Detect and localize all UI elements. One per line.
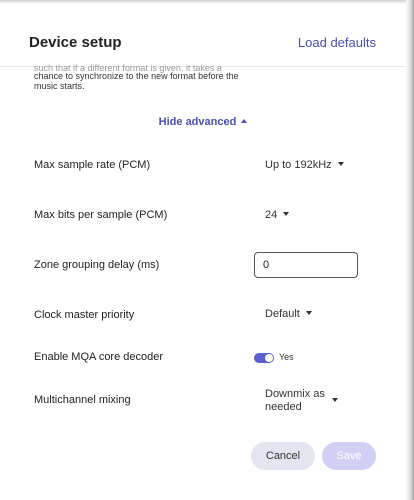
mqa-toggle-switch[interactable] <box>254 353 274 363</box>
load-defaults-link[interactable]: Load defaults <box>297 35 376 50</box>
zone-delay-input[interactable] <box>254 252 358 278</box>
clock-master-dropdown[interactable] <box>265 308 312 320</box>
max-sample-rate-value: Up to 192kHz <box>265 159 332 171</box>
save-button[interactable]: Save <box>322 442 376 470</box>
description-text <box>34 63 284 91</box>
chevron-down-icon <box>332 398 338 402</box>
cancel-button[interactable]: Cancel <box>251 442 315 470</box>
chevron-down-icon <box>338 162 344 166</box>
chevron-down-icon <box>283 212 289 216</box>
description-clipped-line: such that if a different format is given, it takes a <box>34 63 222 73</box>
dialog-title: Device setup <box>29 34 122 51</box>
right-shadow <box>406 0 414 500</box>
max-sample-rate-dropdown[interactable] <box>265 159 344 171</box>
description-line-1: chance to synchronize to the new format before the <box>34 71 239 81</box>
mqa-label: Enable MQA core decoder <box>34 351 164 363</box>
clock-master-label: Clock master priority <box>34 309 135 321</box>
clock-master-value: Default <box>265 308 300 320</box>
multichannel-dropdown[interactable]: Downmix as needed <box>265 388 325 413</box>
caret-up-icon <box>241 119 247 123</box>
max-bits-dropdown[interactable] <box>265 209 289 221</box>
toggle-knob <box>265 354 273 362</box>
max-bits-value: 24 <box>265 209 278 221</box>
multichannel-label: Multichannel mixing <box>34 394 131 406</box>
max-sample-rate-label: Max sample rate (PCM) <box>34 159 151 171</box>
mqa-toggle-value: Yes <box>279 352 294 362</box>
zone-delay-label: Zone grouping delay (ms) <box>34 259 160 271</box>
chevron-down-icon <box>306 311 312 315</box>
hide-advanced-toggle[interactable] <box>0 116 406 128</box>
hide-advanced-label: Hide advanced <box>158 116 237 128</box>
dialog-header <box>0 0 406 67</box>
description-line-2: music starts. <box>34 81 85 91</box>
max-bits-label: Max bits per sample (PCM) <box>34 209 168 221</box>
